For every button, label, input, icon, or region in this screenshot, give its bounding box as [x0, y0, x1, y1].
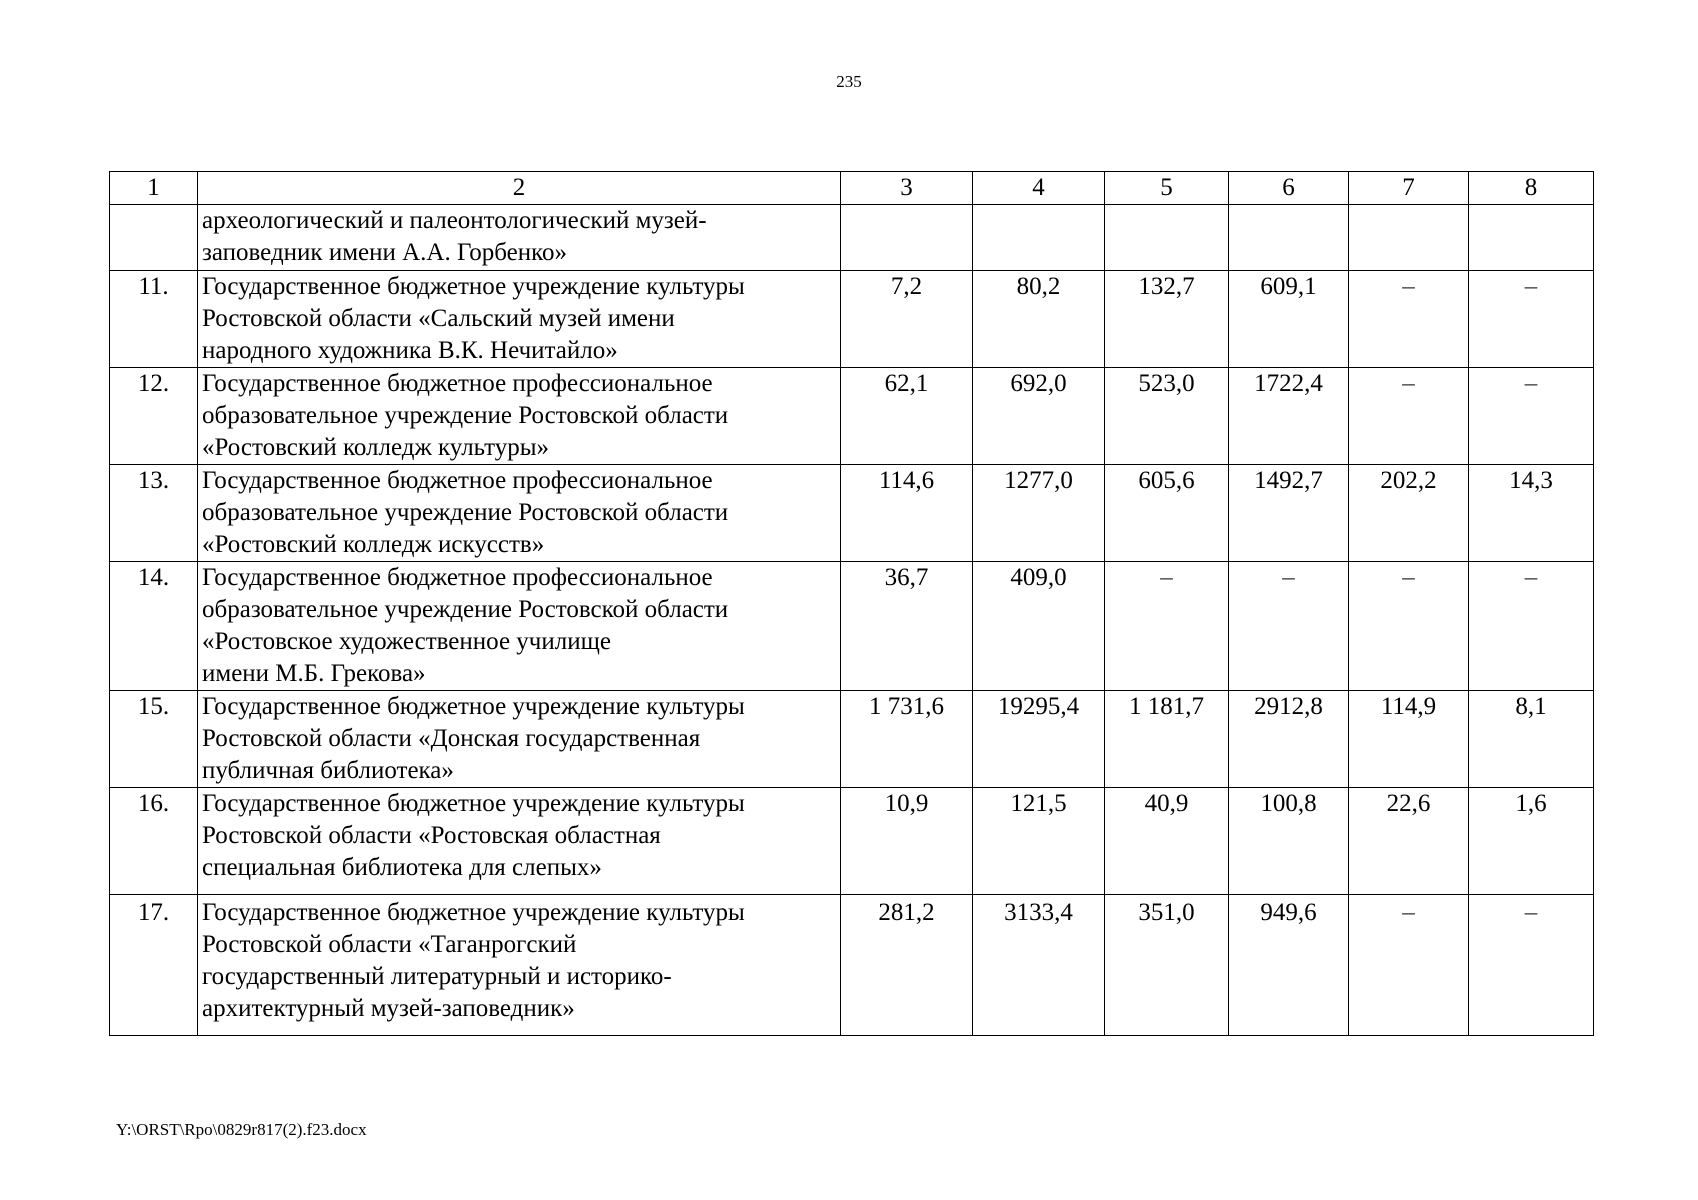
table-row — [110, 368, 1594, 465]
value-cell-col-4 — [973, 205, 1105, 271]
row-number-cell: 15. — [110, 691, 198, 788]
value-cell-col-4: 1277,0 — [973, 465, 1105, 562]
table-row — [110, 895, 1594, 1036]
value-cell-col-3: 10,9 — [841, 788, 973, 895]
value-cell-col-6: 1492,7 — [1229, 465, 1349, 562]
row-number-cell: 16. — [110, 788, 198, 895]
value-cell-col-7: – — [1349, 562, 1469, 691]
institution-name-cell: Государственное бюджетное учреждение культуры Ростовской области «Сальский музей имени народного художника В.К. Нечитайло» — [198, 271, 841, 368]
row-number-cell: 17. — [110, 895, 198, 1036]
value-cell-col-7 — [1349, 205, 1469, 271]
value-cell-col-8: – — [1469, 562, 1594, 691]
header-cell: 7 — [1349, 172, 1469, 205]
table-row — [110, 562, 1594, 691]
value-cell-col-4: 692,0 — [973, 368, 1105, 465]
value-cell-col-5 — [1105, 205, 1229, 271]
header-cell: 1 — [110, 172, 198, 205]
value-cell-col-3 — [841, 205, 973, 271]
value-cell-col-6 — [1229, 205, 1349, 271]
value-cell-col-8: 14,3 — [1469, 465, 1594, 562]
value-cell-col-3: 62,1 — [841, 368, 973, 465]
value-cell-col-8: 8,1 — [1469, 691, 1594, 788]
institution-name-cell: Государственное бюджетное учреждение культуры Ростовской области «Ростовская областная специальная библиотека для слепых» — [198, 788, 841, 895]
value-cell-col-3: 281,2 — [841, 895, 973, 1036]
value-cell-col-5: 40,9 — [1105, 788, 1229, 895]
value-cell-col-8: – — [1469, 895, 1594, 1036]
value-cell-col-6: 2912,8 — [1229, 691, 1349, 788]
header-cell: 6 — [1229, 172, 1349, 205]
value-cell-col-7: – — [1349, 895, 1469, 1036]
institution-name-cell: Государственное бюджетное профессиональное образовательное учреждение Ростовской области «Ростовский колледж культуры» — [198, 368, 841, 465]
value-cell-col-8: – — [1469, 368, 1594, 465]
row-number-cell: 11. — [110, 271, 198, 368]
value-cell-col-7: 114,9 — [1349, 691, 1469, 788]
value-cell-col-4: 19295,4 — [973, 691, 1105, 788]
row-number-cell — [110, 205, 198, 271]
value-cell-col-6: – — [1229, 562, 1349, 691]
header-cell: 8 — [1469, 172, 1594, 205]
value-cell-col-8: 1,6 — [1469, 788, 1594, 895]
page-number: 235 — [836, 72, 862, 91]
value-cell-col-6: 100,8 — [1229, 788, 1349, 895]
value-cell-col-5: 523,0 — [1105, 368, 1229, 465]
value-cell-col-8 — [1469, 205, 1594, 271]
value-cell-col-7: 22,6 — [1349, 788, 1469, 895]
value-cell-col-6: 1722,4 — [1229, 368, 1349, 465]
table-header-row — [110, 172, 1594, 205]
value-cell-col-3: 7,2 — [841, 271, 973, 368]
header-cell: 5 — [1105, 172, 1229, 205]
value-cell-col-7: – — [1349, 368, 1469, 465]
value-cell-col-5: 351,0 — [1105, 895, 1229, 1036]
value-cell-col-4: 80,2 — [973, 271, 1105, 368]
value-cell-col-7: 202,2 — [1349, 465, 1469, 562]
institution-name-cell: археологический и палеонтологический музей- заповедник имени А.А. Горбенко» — [198, 205, 841, 271]
institution-name-cell: Государственное бюджетное профессиональное образовательное учреждение Ростовской области «Ростовский колледж искусств» — [198, 465, 841, 562]
institution-name-cell: Государственное бюджетное профессиональное образовательное учреждение Ростовской области «Ростовское художественное училище имени М.Б. Грекова» — [198, 562, 841, 691]
data-table — [109, 171, 1594, 1036]
row-number-cell: 12. — [110, 368, 198, 465]
institution-name-cell: Государственное бюджетное учреждение культуры Ростовской области «Донская государственная публичная библиотека» — [198, 691, 841, 788]
value-cell-col-6: 609,1 — [1229, 271, 1349, 368]
table-row — [110, 271, 1594, 368]
institution-name-cell: Государственное бюджетное учреждение культуры Ростовской области «Таганрогский государственный литературный и историко- архитектурный музей-заповедник» — [198, 895, 841, 1036]
table-row — [110, 691, 1594, 788]
row-number-cell: 13. — [110, 465, 198, 562]
table-body — [110, 172, 1594, 1036]
table-row — [110, 465, 1594, 562]
value-cell-col-6: 949,6 — [1229, 895, 1349, 1036]
value-cell-col-5: 605,6 — [1105, 465, 1229, 562]
value-cell-col-4: 121,5 — [973, 788, 1105, 895]
header-cell: 4 — [973, 172, 1105, 205]
value-cell-col-4: 3133,4 — [973, 895, 1105, 1036]
value-cell-col-4: 409,0 — [973, 562, 1105, 691]
table-row — [110, 788, 1594, 895]
footer-file-path: Y:\ORST\Rpo\0829r817(2).f23.docx — [116, 1120, 367, 1139]
value-cell-col-5: 1 181,7 — [1105, 691, 1229, 788]
header-cell: 3 — [841, 172, 973, 205]
value-cell-col-5: – — [1105, 562, 1229, 691]
value-cell-col-3: 36,7 — [841, 562, 973, 691]
value-cell-col-3: 114,6 — [841, 465, 973, 562]
value-cell-col-8: – — [1469, 271, 1594, 368]
table-row — [110, 205, 1594, 271]
value-cell-col-7: – — [1349, 271, 1469, 368]
header-cell: 2 — [198, 172, 841, 205]
value-cell-col-3: 1 731,6 — [841, 691, 973, 788]
value-cell-col-5: 132,7 — [1105, 271, 1229, 368]
row-number-cell: 14. — [110, 562, 198, 691]
